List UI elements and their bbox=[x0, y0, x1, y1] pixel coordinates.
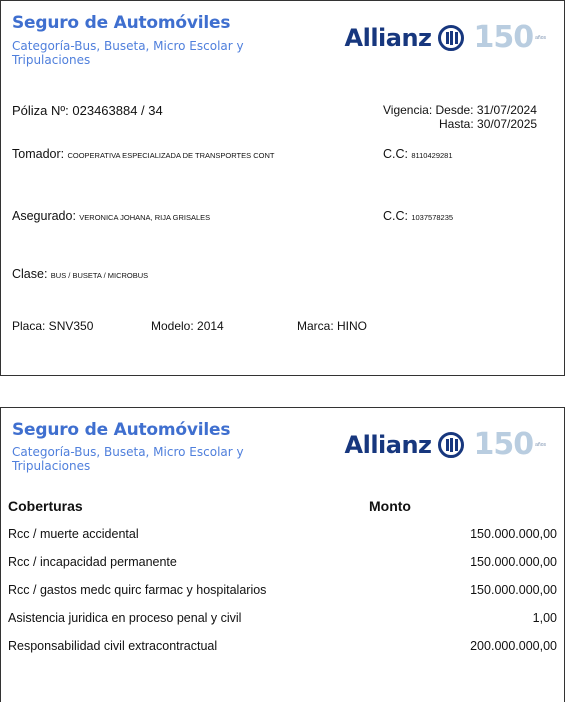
asegurado-row bbox=[12, 209, 210, 223]
coverage-row bbox=[8, 639, 557, 659]
card-title: Seguro de Automóviles bbox=[12, 13, 231, 33]
anniversary-suffix: años bbox=[535, 442, 546, 448]
tomador-label: Tomador: bbox=[12, 147, 65, 161]
tomador-cc-value: 8110429281 bbox=[411, 151, 453, 160]
coverage-amount: 150.000.000,00 bbox=[470, 527, 557, 541]
vigencia-hasta: Hasta: 30/07/2025 bbox=[439, 117, 538, 131]
allianz-logo bbox=[345, 21, 546, 55]
coverage-amount: 200.000.000,00 bbox=[470, 639, 557, 653]
placa: Placa: SNV350 bbox=[12, 319, 94, 333]
logo-wordmark: Allianz bbox=[344, 24, 432, 52]
tomador-cc bbox=[383, 147, 453, 161]
coverage-row bbox=[8, 583, 557, 603]
policy-number: Póliza Nº: 023463884 / 34 bbox=[12, 103, 163, 118]
coverage-row bbox=[8, 527, 557, 547]
asegurado-cc-value: 1037578235 bbox=[411, 213, 454, 222]
marca: Marca: HINO bbox=[297, 319, 368, 333]
monto-header: Monto bbox=[369, 498, 411, 514]
coverage-row bbox=[8, 555, 557, 575]
coverage-row bbox=[8, 611, 557, 631]
anniversary-mark: 150 bbox=[473, 427, 534, 462]
coverage-amount: 150.000.000,00 bbox=[470, 555, 557, 569]
coverage-name: Rcc / gastos medc quirc farmac y hospitalarios bbox=[8, 583, 267, 597]
anniversary-suffix: años bbox=[535, 35, 546, 41]
card-subtitle: Categoría-Bus, Buseta, Micro Escolar y Tripulaciones bbox=[12, 39, 244, 67]
anniversary-mark: 150 bbox=[473, 20, 534, 55]
tomador-value: COOPERATIVA ESPECIALIZADA DE TRANSPORTES CONT bbox=[67, 151, 275, 160]
asegurado-label: Asegurado: bbox=[12, 209, 76, 223]
coverage-name: Rcc / muerte accidental bbox=[8, 527, 139, 541]
coverage-name: Responsabilidad civil extracontractual bbox=[8, 639, 218, 653]
clase-value: BUS / BUSETA / MICROBUS bbox=[50, 271, 149, 280]
asegurado-value: VERONICA JOHANA, RIJA GRISALES bbox=[79, 213, 211, 222]
modelo: Modelo: 2014 bbox=[151, 319, 224, 333]
coverage-name: Asistencia juridica en proceso penal y civil bbox=[8, 611, 242, 625]
asegurado-cc-label: C.C: bbox=[383, 209, 408, 223]
vigencia-desde: Vigencia: Desde: 31/07/2024 bbox=[383, 103, 537, 117]
allianz-logo bbox=[345, 428, 546, 462]
coverage-card bbox=[0, 407, 565, 702]
tomador-cc-label: C.C: bbox=[383, 147, 408, 161]
coverage-amount: 1,00 bbox=[532, 611, 557, 625]
clase-row bbox=[12, 267, 148, 281]
tomador-row bbox=[12, 147, 274, 161]
allianz-eagle-logo-icon bbox=[438, 25, 464, 51]
coverage-name: Rcc / incapacidad permanente bbox=[8, 555, 177, 569]
coberturas-header: Coberturas bbox=[8, 498, 83, 514]
logo-wordmark: Allianz bbox=[344, 431, 432, 459]
clase-label: Clase: bbox=[12, 267, 48, 281]
card-subtitle: Categoría-Bus, Buseta, Micro Escolar y Tripulaciones bbox=[12, 445, 244, 473]
coverage-amount: 150.000.000,00 bbox=[470, 583, 557, 597]
allianz-eagle-logo-icon bbox=[438, 432, 464, 458]
card-title: Seguro de Automóviles bbox=[12, 420, 231, 440]
asegurado-cc bbox=[383, 209, 453, 223]
